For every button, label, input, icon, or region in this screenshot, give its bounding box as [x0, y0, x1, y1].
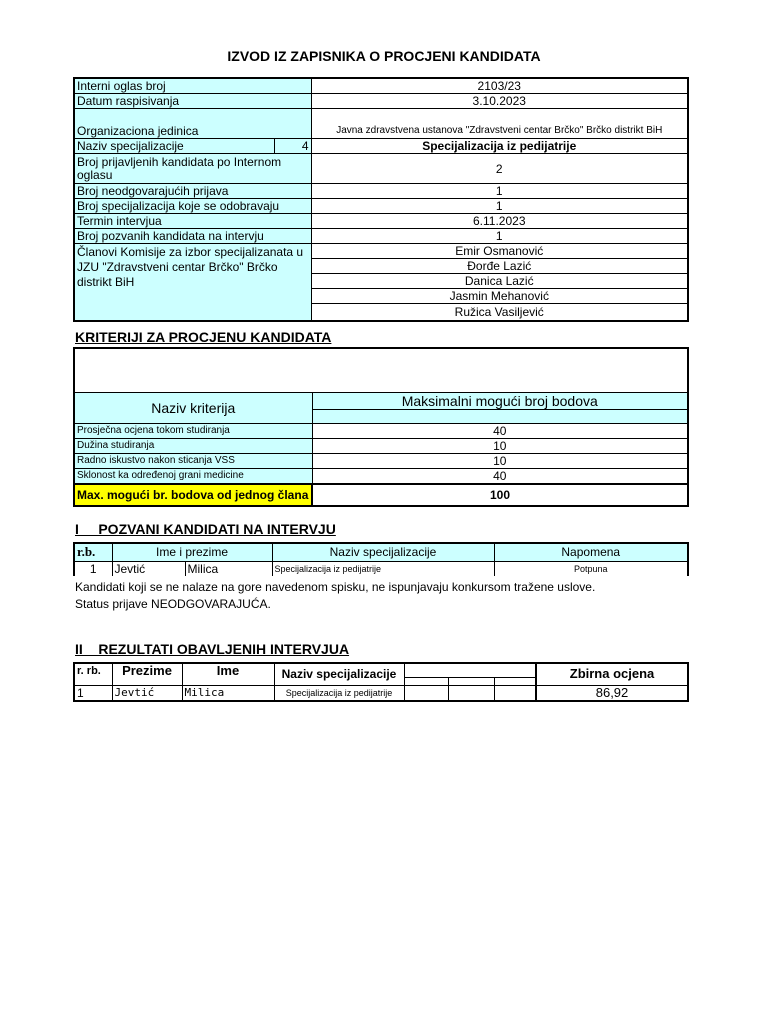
document-title: IZVOD IZ ZAPISNIKA O PROCJENI KANDIDATA [227, 48, 541, 64]
rez-col-zbirna: Zbirna ocjena [536, 663, 688, 685]
kriterij-value: 40 [312, 423, 688, 438]
broj-prijavljenih-value: 2 [311, 154, 688, 184]
broj-prijavljenih-label: Broj prijavljenih kandidata po Internom oglasu [74, 154, 311, 184]
kriterij-label: Prosječna ocjena tokom studiranja [74, 423, 312, 438]
broj-neodgovarajucih-label: Broj neodgovarajućih prijava [74, 184, 311, 199]
pozvani-ime-prezime-cell [112, 561, 272, 576]
kriteriji-table [73, 347, 689, 507]
kriterij-label: Radno iskustvo nakon sticanja VSS [74, 453, 312, 468]
rez-blank [448, 685, 494, 701]
rez-col-prezime: Prezime [112, 663, 182, 685]
rez-prezime: Jevtić [112, 685, 182, 701]
pozvani-napomena: Potpuna [494, 561, 688, 576]
pozvani-note-1: Kandidati koji se ne nalaze na gore navedenom spisku, ne ispunjavaju konkursom tražene uslove. [75, 580, 596, 594]
col-rb: r.b. [74, 543, 112, 561]
kriterij-label: Dužina studiranja [74, 438, 312, 453]
pozvani-ime: Milica [185, 562, 219, 576]
datum-value: 3.10.2023 [311, 94, 688, 109]
komisija-label: Članovi Komisije za izbor specijalizanata u JZU "Zdravstveni centar Brčko" Brčko distrikt BiH [74, 244, 311, 321]
org-value: Javna zdravstvena ustanova "Zdravstveni centar Brčko" Brčko distrikt BiH [311, 109, 688, 139]
kriterij-value: 40 [312, 468, 688, 484]
broj-pozvanih-value: 1 [311, 229, 688, 244]
komisija-member: Danica Lazić [311, 274, 688, 289]
rez-rb: 1 [74, 685, 112, 701]
pozvani-note-2: Status prijave NEODGOVARAJUĆA. [75, 597, 271, 611]
rez-col-blank [448, 677, 494, 685]
kriterij-value: 10 [312, 438, 688, 453]
rez-col-spec: Naziv specijalizacije [274, 663, 404, 685]
rez-ime: Milica [182, 685, 274, 701]
termin-label: Termin intervjua [74, 214, 311, 229]
rez-col-ime: Ime [182, 663, 274, 685]
col-ime-prezime: Ime i prezime [112, 543, 272, 561]
broj-pozvanih-label: Broj pozvanih kandidata na intervju [74, 229, 311, 244]
rez-zbirna: 86,92 [536, 685, 688, 701]
komisija-member: Jasmin Mehanović [311, 289, 688, 304]
rez-col-blank [404, 677, 448, 685]
interni-oglas-value: 2103/23 [311, 78, 688, 94]
broj-neodgovarajucih-value: 1 [311, 184, 688, 199]
rez-spec: Specijalizacija iz pedijatrije [274, 685, 404, 701]
rez-col-rb: r. rb. [74, 663, 112, 685]
broj-spec-value: 1 [311, 199, 688, 214]
kriteriji-blank-row [74, 348, 688, 392]
kriterij-value: 10 [312, 453, 688, 468]
datum-label: Datum raspisivanja [74, 94, 311, 109]
info-table [73, 77, 689, 322]
rezultati-heading: II REZULTATI OBAVLJENIH INTERVJUA [75, 641, 350, 657]
naziv-spec-num: 4 [274, 139, 311, 154]
interni-oglas-label: Interni oglas broj [74, 78, 311, 94]
org-label: Organizaciona jedinica [74, 109, 311, 139]
pozvani-heading: I POZVANI KANDIDATI NA INTERVJU [75, 521, 336, 537]
col-max-sub [312, 409, 688, 423]
rez-col-blank-top [404, 663, 536, 677]
pozvani-table [73, 542, 689, 576]
kriteriji-heading: KRITERIJI ZA PROCJENU KANDIDATA [75, 329, 332, 345]
col-napomena: Napomena [494, 543, 688, 561]
komisija-member: Emir Osmanović [311, 244, 688, 259]
pozvani-prezime: Jevtić [114, 561, 146, 576]
broj-spec-label: Broj specijalizacija koje se odobravaju [74, 199, 311, 214]
col-naziv-kriterija: Naziv kriterija [74, 392, 312, 423]
rez-blank [494, 685, 536, 701]
naziv-spec-label: Naziv specijalizacije [74, 139, 274, 154]
rezultati-table [73, 662, 689, 702]
max-bodova-value: 100 [312, 484, 688, 506]
komisija-member: Ružica Vasiljević [311, 304, 688, 321]
pozvani-spec: Specijalizacija iz pedijatrije [272, 561, 494, 576]
kriterij-label: Sklonost ka određenoj grani medicine [74, 468, 312, 484]
termin-value: 6.11.2023 [311, 214, 688, 229]
rez-col-blank [494, 677, 536, 685]
pozvani-rb: 1 [74, 561, 112, 576]
rez-blank [404, 685, 448, 701]
komisija-member: Đorđe Lazić [311, 259, 688, 274]
col-max-bodova: Maksimalni mogući broj bodova [312, 392, 688, 409]
col-naziv-spec: Naziv specijalizacije [272, 543, 494, 561]
naziv-spec-value: Specijalizacija iz pedijatrije [311, 139, 688, 154]
max-bodova-label: Max. mogući br. bodova od jednog člana [74, 484, 312, 506]
